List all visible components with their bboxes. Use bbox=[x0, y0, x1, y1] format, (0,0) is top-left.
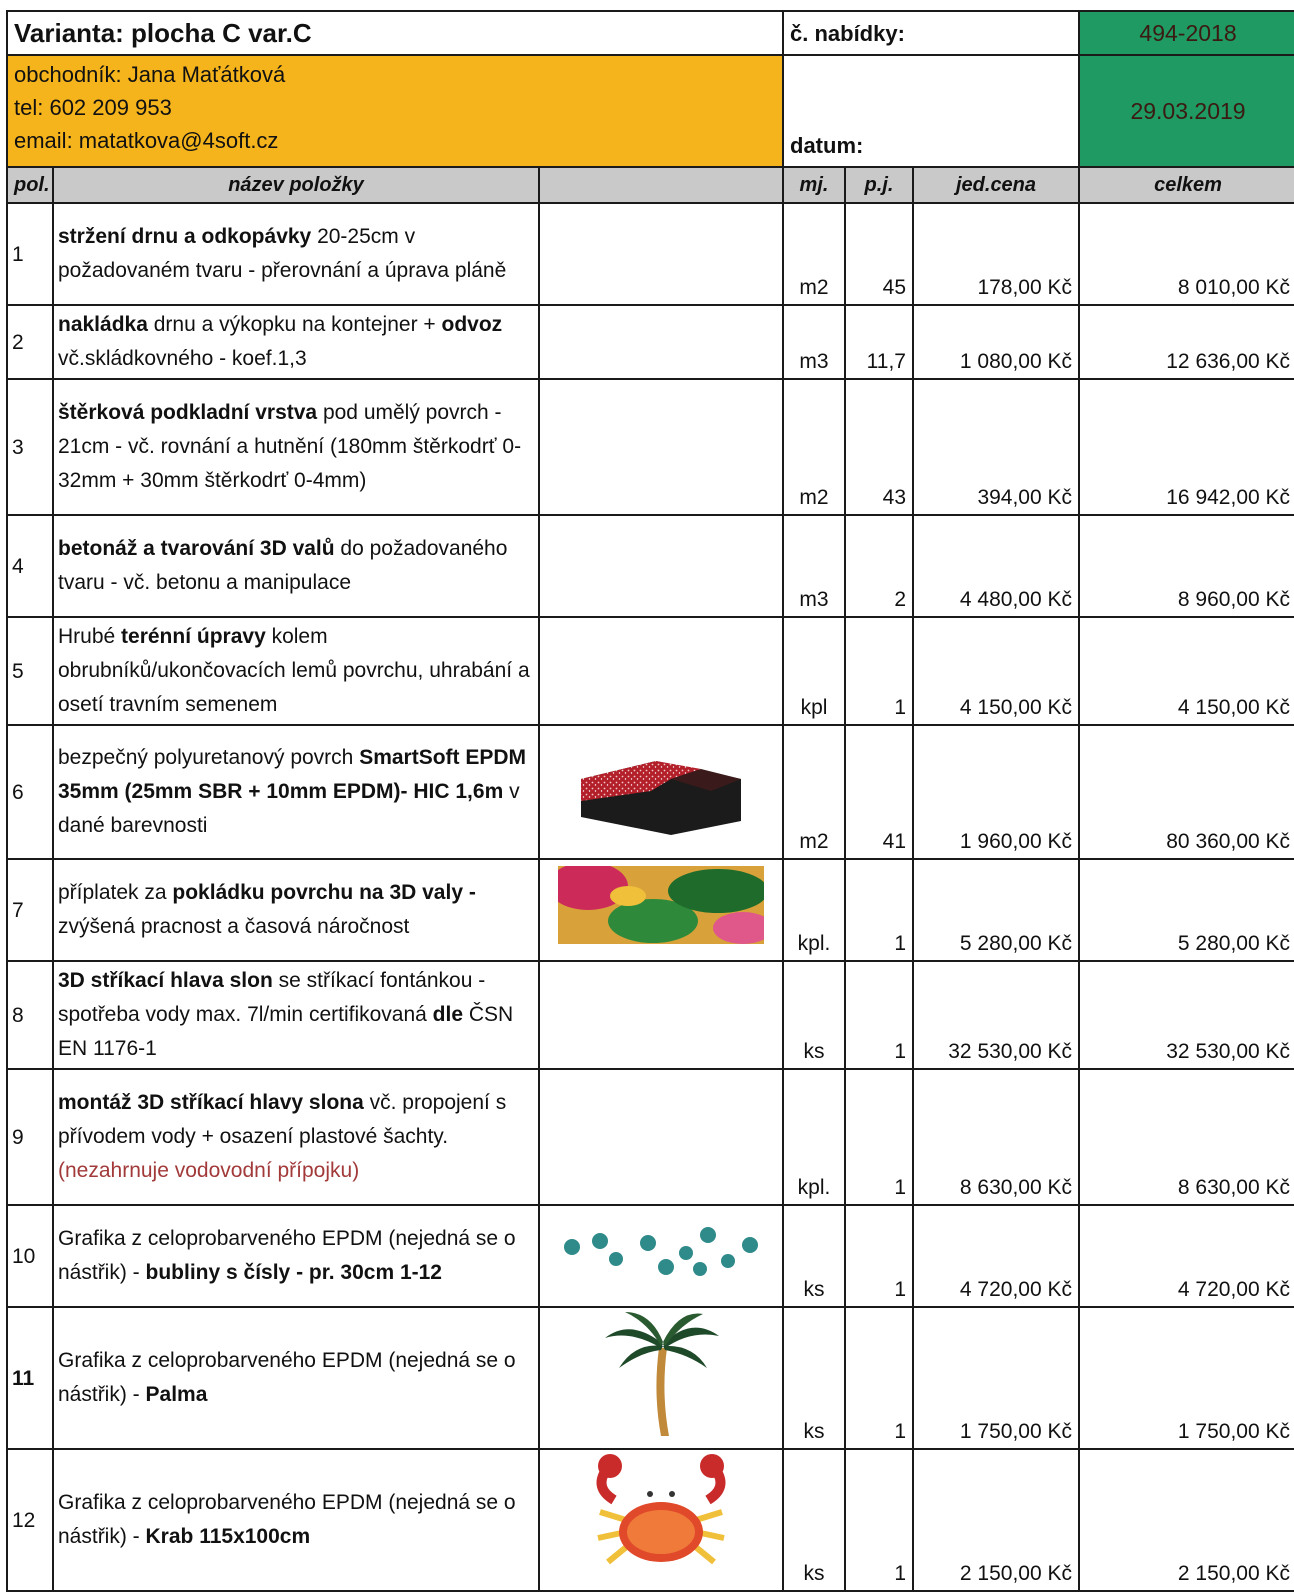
item-description-text: vč. propojení s přívodem vody + osazení plastové šachty. bbox=[58, 1091, 507, 1148]
item-description bbox=[53, 1449, 539, 1591]
item-unit-price: 32 530,00 Kč bbox=[913, 961, 1079, 1069]
item-total: 8 630,00 Kč bbox=[1079, 1069, 1294, 1205]
item-total: 4 150,00 Kč bbox=[1079, 617, 1294, 725]
item-image bbox=[539, 961, 783, 1069]
item-image bbox=[539, 617, 783, 725]
palm-tree-graphic-image bbox=[601, 1308, 721, 1438]
item-position: 4 bbox=[7, 515, 53, 617]
item-image bbox=[539, 1069, 783, 1205]
item-unit: m2 bbox=[783, 203, 845, 305]
item-unit-price: 8 630,00 Kč bbox=[913, 1069, 1079, 1205]
item-position: 5 bbox=[7, 617, 53, 725]
seller-phone: tel: 602 209 953 bbox=[14, 95, 172, 120]
item-description-bold: odvoz bbox=[441, 313, 503, 336]
item-unit: kpl. bbox=[783, 859, 845, 961]
item-description-bold: pokládku povrchu na 3D valy - bbox=[172, 881, 476, 904]
item-description-text: 20-25cm v požadovaném tvaru - přerovnání a úprava pláně bbox=[58, 225, 507, 282]
item-description-bold: SmartSoft EPDM 35mm (25mm SBR + 10mm EPDM)- HIC 1,6m bbox=[58, 746, 527, 803]
item-unit-price: 1 080,00 Kč bbox=[913, 305, 1079, 379]
item-description-text: se stříkací fontánkou - spotřeba vody max. 7l/min certifikovaná bbox=[58, 969, 486, 1026]
item-description-text: kolem obrubníků/ukončovacích lemů povrchu, uhrabání a osetí travním semenem bbox=[58, 625, 530, 716]
epdm-surface-sample-image bbox=[561, 739, 761, 835]
variant-title: Varianta: plocha C var.C bbox=[7, 11, 783, 55]
col-pj: p.j. bbox=[845, 167, 913, 203]
item-total: 4 720,00 Kč bbox=[1079, 1205, 1294, 1307]
item-quantity: 1 bbox=[845, 1307, 913, 1449]
item-quantity: 1 bbox=[845, 859, 913, 961]
item-quantity: 1 bbox=[845, 617, 913, 725]
item-unit-price: 394,00 Kč bbox=[913, 379, 1079, 515]
item-description bbox=[53, 379, 539, 515]
item-description-bold: nakládka bbox=[58, 313, 148, 336]
item-total: 12 636,00 Kč bbox=[1079, 305, 1294, 379]
item-unit-price: 1 750,00 Kč bbox=[913, 1307, 1079, 1449]
item-position: 7 bbox=[7, 859, 53, 961]
item-description-bold: Palma bbox=[145, 1383, 208, 1406]
table-row bbox=[7, 1307, 1294, 1449]
item-unit: ks bbox=[783, 1205, 845, 1307]
item-unit: m2 bbox=[783, 725, 845, 859]
item-unit-price: 178,00 Kč bbox=[913, 203, 1079, 305]
table-row bbox=[7, 203, 1294, 305]
item-total: 1 750,00 Kč bbox=[1079, 1307, 1294, 1449]
table-row bbox=[7, 1449, 1294, 1591]
item-unit-price: 2 150,00 Kč bbox=[913, 1449, 1079, 1591]
table-row bbox=[7, 305, 1294, 379]
item-total: 8 010,00 Kč bbox=[1079, 203, 1294, 305]
item-unit: ks bbox=[783, 1449, 845, 1591]
item-unit: ks bbox=[783, 1307, 845, 1449]
item-description-text: zvýšená pracnost a časová náročnost bbox=[58, 915, 410, 938]
item-description-bold: štěrková podkladní vrstva bbox=[58, 401, 318, 424]
item-description bbox=[53, 1069, 539, 1205]
item-unit-price: 4 480,00 Kč bbox=[913, 515, 1079, 617]
item-unit: m3 bbox=[783, 515, 845, 617]
bubbles-graphic-image bbox=[558, 1221, 764, 1281]
col-pol: pol. bbox=[7, 167, 53, 203]
item-description-text: pod umělý povrch - 21cm - vč. rovnání a hutnění (180mm štěrkodrť 0-32mm + 30mm štěrkodrť 0-4mm) bbox=[58, 401, 522, 492]
item-description-text: ČSN EN 1176-1 bbox=[58, 1003, 514, 1060]
item-description bbox=[53, 617, 539, 725]
item-total: 2 150,00 Kč bbox=[1079, 1449, 1294, 1591]
col-unit-price: jed.cena bbox=[913, 167, 1079, 203]
table-row bbox=[7, 1205, 1294, 1307]
item-position: 12 bbox=[7, 1449, 53, 1591]
item-image bbox=[539, 1307, 783, 1449]
item-quantity: 1 bbox=[845, 961, 913, 1069]
item-quantity: 1 bbox=[845, 1205, 913, 1307]
item-unit-price: 4 150,00 Kč bbox=[913, 617, 1079, 725]
item-description-bold: betonáž a tvarování 3D valů bbox=[58, 537, 335, 560]
item-description bbox=[53, 203, 539, 305]
item-image bbox=[539, 305, 783, 379]
date-label: datum: bbox=[783, 55, 1079, 167]
offer-number: 494-2018 bbox=[1079, 11, 1294, 55]
offer-number-label: č. nabídky: bbox=[783, 11, 1079, 55]
item-unit-price: 5 280,00 Kč bbox=[913, 859, 1079, 961]
column-header-row bbox=[7, 167, 1294, 203]
item-image bbox=[539, 203, 783, 305]
item-position: 9 bbox=[7, 1069, 53, 1205]
table-row bbox=[7, 1069, 1294, 1205]
item-description bbox=[53, 725, 539, 859]
seller-name: obchodník: Jana Maťátková bbox=[14, 62, 286, 87]
item-unit-price: 1 960,00 Kč bbox=[913, 725, 1079, 859]
col-name: název položky bbox=[53, 167, 539, 203]
item-unit: m3 bbox=[783, 305, 845, 379]
item-unit: kpl. bbox=[783, 1069, 845, 1205]
item-description bbox=[53, 1307, 539, 1449]
item-image bbox=[539, 379, 783, 515]
item-description-text: Hrubé bbox=[58, 625, 122, 648]
item-total: 80 360,00 Kč bbox=[1079, 725, 1294, 859]
item-description-text: Grafika z celoprobarveného EPDM (nejedná se o nástřik) - bbox=[58, 1491, 516, 1548]
table-row bbox=[7, 725, 1294, 859]
item-position: 10 bbox=[7, 1205, 53, 1307]
item-description-text: bezpečný polyuretanový povrch bbox=[58, 746, 360, 769]
offer-date: 29.03.2019 bbox=[1079, 55, 1294, 167]
item-note: (nezahrnuje vodovodní přípojku) bbox=[58, 1159, 360, 1182]
item-image bbox=[539, 515, 783, 617]
item-description bbox=[53, 515, 539, 617]
seller-email: email: matatkova@4soft.cz bbox=[14, 128, 279, 153]
item-description-text: příplatek za bbox=[58, 881, 173, 904]
item-quantity: 11,7 bbox=[845, 305, 913, 379]
item-total: 8 960,00 Kč bbox=[1079, 515, 1294, 617]
item-quantity: 1 bbox=[845, 1449, 913, 1591]
3d-mounds-photo-image bbox=[558, 866, 764, 944]
item-description-text: drnu a výkopku na kontejner + bbox=[147, 313, 442, 336]
item-quantity: 1 bbox=[845, 1069, 913, 1205]
item-description-bold: 3D stříkací hlava slon bbox=[58, 969, 273, 992]
table-row bbox=[7, 961, 1294, 1069]
item-description-bold: terénní úpravy bbox=[121, 625, 266, 648]
table-row bbox=[7, 617, 1294, 725]
item-description bbox=[53, 961, 539, 1069]
item-quantity: 41 bbox=[845, 725, 913, 859]
item-position: 8 bbox=[7, 961, 53, 1069]
item-description-bold: montáž 3D stříkací hlavy slona bbox=[58, 1091, 364, 1114]
item-position: 1 bbox=[7, 203, 53, 305]
table-row bbox=[7, 515, 1294, 617]
item-unit-price: 4 720,00 Kč bbox=[913, 1205, 1079, 1307]
item-description-bold: Krab 115x100cm bbox=[145, 1525, 311, 1548]
table-row bbox=[7, 379, 1294, 515]
items-body bbox=[7, 203, 1294, 1591]
item-position: 2 bbox=[7, 305, 53, 379]
item-description-bold: stržení drnu a odkopávky bbox=[58, 225, 312, 248]
col-mj: mj. bbox=[783, 167, 845, 203]
col-image bbox=[539, 167, 783, 203]
item-position: 6 bbox=[7, 725, 53, 859]
item-quantity: 45 bbox=[845, 203, 913, 305]
item-description-bold: dle bbox=[432, 1003, 464, 1026]
offer-table bbox=[6, 10, 1294, 1592]
seller-info bbox=[7, 55, 783, 167]
col-total: celkem bbox=[1079, 167, 1294, 203]
item-image bbox=[539, 1449, 783, 1591]
item-quantity: 2 bbox=[845, 515, 913, 617]
item-image bbox=[539, 725, 783, 859]
item-description-bold: bubliny s čísly - pr. 30cm 1-12 bbox=[145, 1261, 442, 1284]
item-unit: ks bbox=[783, 961, 845, 1069]
item-quantity: 43 bbox=[845, 379, 913, 515]
crab-graphic-image bbox=[586, 1450, 736, 1580]
item-description-text: v dané barevnosti bbox=[58, 780, 520, 837]
item-description bbox=[53, 305, 539, 379]
item-description bbox=[53, 1205, 539, 1307]
item-description-text: do požadovaného tvaru - vč. betonu a manipulace bbox=[58, 537, 508, 594]
item-position: 3 bbox=[7, 379, 53, 515]
item-position: 11 bbox=[7, 1307, 53, 1449]
item-total: 16 942,00 Kč bbox=[1079, 379, 1294, 515]
item-description-text: vč.skládkovného - koef.1,3 bbox=[58, 347, 307, 370]
item-description bbox=[53, 859, 539, 961]
item-description-text: Grafika z celoprobarveného EPDM (nejedná se o nástřik) - bbox=[58, 1349, 516, 1406]
item-image bbox=[539, 859, 783, 961]
item-description-text: Grafika z celoprobarveného EPDM (nejedná se o nástřik) - bbox=[58, 1227, 516, 1284]
item-total: 5 280,00 Kč bbox=[1079, 859, 1294, 961]
item-image bbox=[539, 1205, 783, 1307]
item-unit: m2 bbox=[783, 379, 845, 515]
table-row bbox=[7, 859, 1294, 961]
item-total: 32 530,00 Kč bbox=[1079, 961, 1294, 1069]
item-unit: kpl bbox=[783, 617, 845, 725]
